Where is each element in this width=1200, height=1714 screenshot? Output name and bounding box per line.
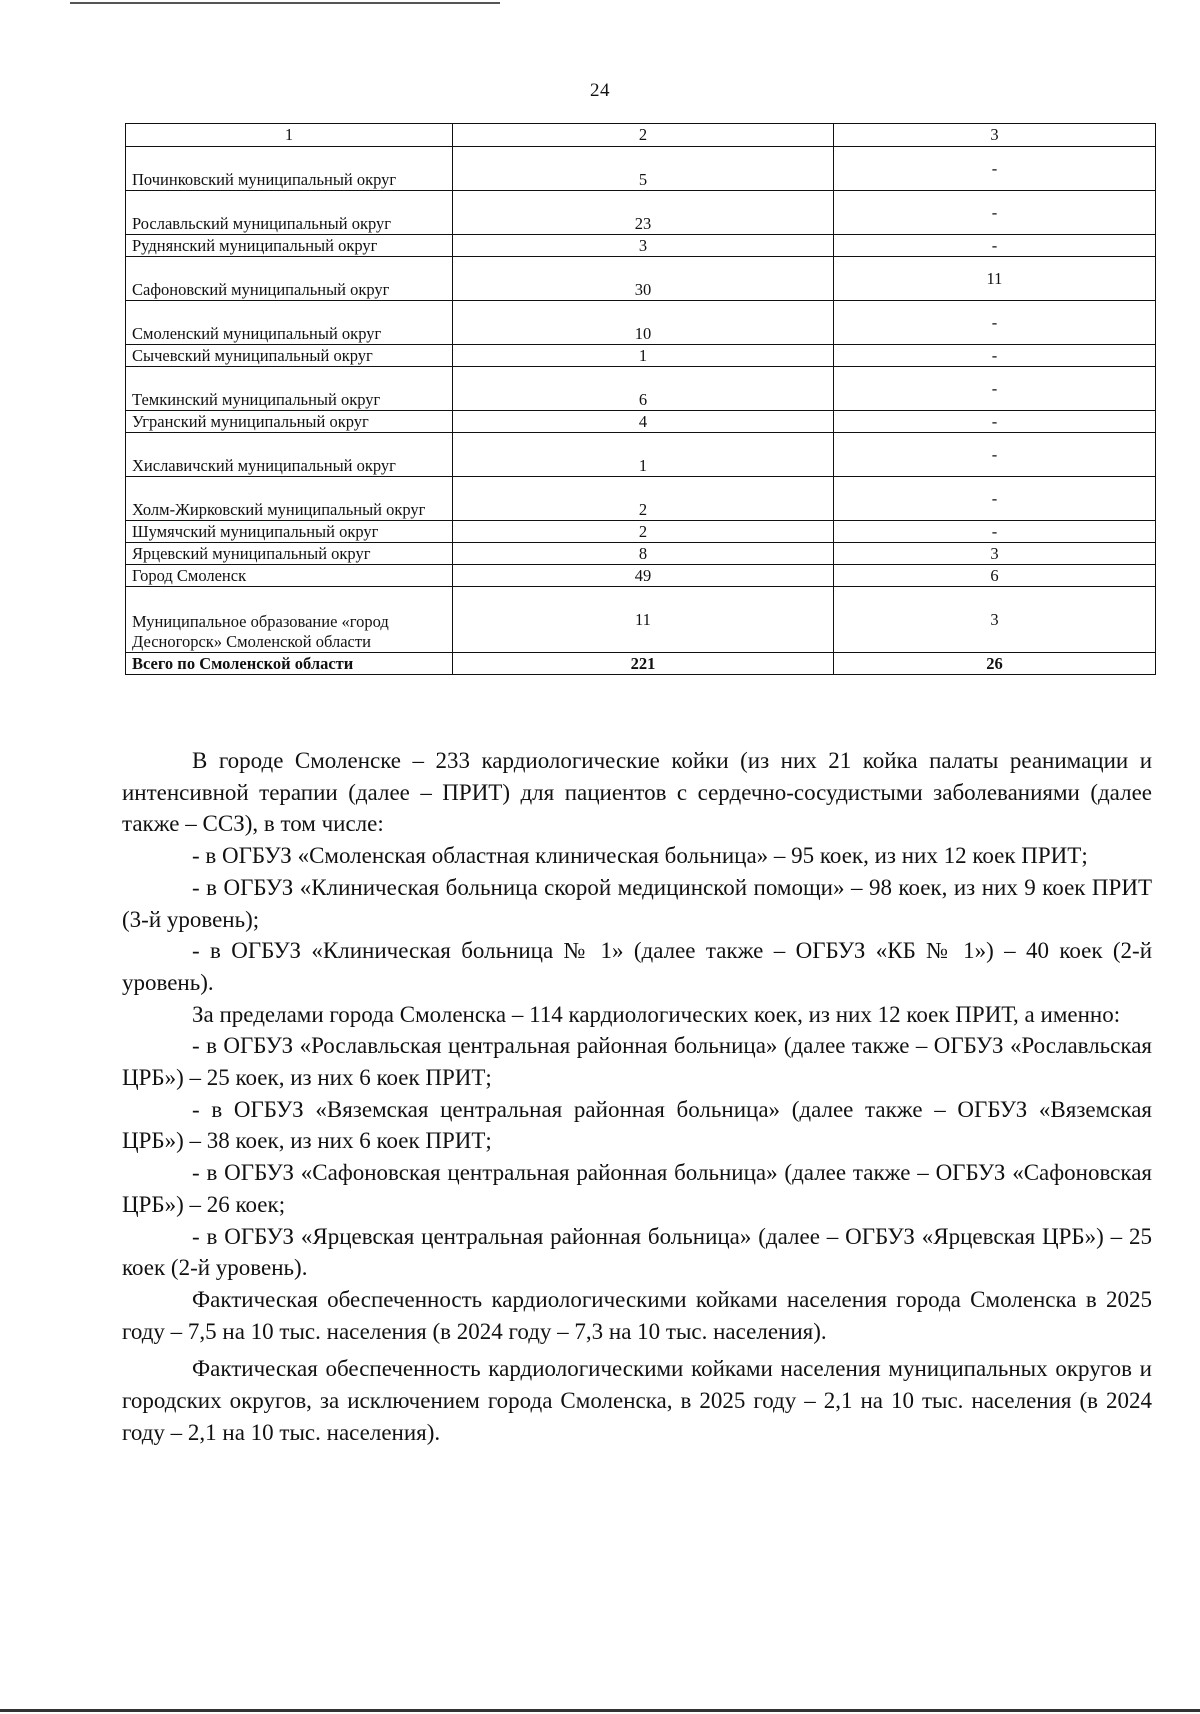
table-cell-beds: 23 [453, 191, 834, 235]
table-row [126, 433, 1156, 477]
table-row [126, 587, 1156, 653]
table-cell-prit: 11 [834, 257, 1156, 301]
paragraph: - в ОГБУЗ «Вяземская центральная районная больница» (далее также – ОГБУЗ «Вяземская ЦРБ») – 38 коек, из них 6 коек ПРИТ; [122, 1096, 1152, 1154]
paragraph: - в ОГБУЗ «Смоленская областная клиническая больница» – 95 коек, из них 12 коек ПРИТ; [192, 843, 1088, 869]
table-cell-district: Сычевский муниципальный округ [126, 345, 453, 367]
table-cell-prit: 3 [834, 543, 1156, 565]
table-cell-district: Холм-Жирковский муниципальный округ [126, 477, 453, 521]
beds-table [125, 123, 1156, 675]
table-cell-beds: 49 [453, 565, 834, 587]
table-row [126, 301, 1156, 345]
table-cell-prit: 6 [834, 565, 1156, 587]
table-cell-district: Смоленский муниципальный округ [126, 301, 453, 345]
table-cell-beds: 1 [453, 345, 834, 367]
table-cell-district: Руднянский муниципальный округ [126, 235, 453, 257]
table-row [126, 235, 1156, 257]
table-total-prit: 26 [834, 653, 1156, 675]
table-row [126, 147, 1156, 191]
table-header-cell: 1 [126, 124, 453, 147]
paragraph: - в ОГБУЗ «Клиническая больница № 1» (далее также – ОГБУЗ «КБ № 1») – 40 коек (2-й уровень). [122, 938, 1152, 995]
table-row [126, 477, 1156, 521]
table-cell-district: Шумячский муниципальный округ [126, 521, 453, 543]
table-row [126, 191, 1156, 235]
table-cell-beds: 11 [453, 587, 834, 653]
table-cell-prit: - [834, 147, 1156, 191]
paragraph: - в ОГБУЗ «Ярцевская центральная районная больница» (далее – ОГБУЗ «Ярцевская ЦРБ») – 25 коек (2-й уровень). [122, 1223, 1152, 1281]
paragraph: Фактическая обеспеченность кардиологическими койками населения муниципальных округов и городских округов, за исключением города Смоленска, в 2025 году – 2,1 на 10 тыс. населения (в 2024 году – 2,1 на 10 тыс. населения). [122, 1356, 1152, 1445]
table-row [126, 565, 1156, 587]
table-cell-beds: 6 [453, 367, 834, 411]
table-total-row [126, 653, 1156, 675]
table-row [126, 521, 1156, 543]
table-cell-beds: 4 [453, 411, 834, 433]
paragraph: - в ОГБУЗ «Рославльская центральная районная больница» (далее также – ОГБУЗ «Рославльская ЦРБ») – 25 коек, из них 6 коек ПРИТ; [122, 1033, 1152, 1091]
table-row [126, 345, 1156, 367]
table-header-cell: 3 [834, 124, 1156, 147]
paragraph: Фактическая обеспеченность кардиологическими койками населения города Смоленска в 2025 году – 7,5 на 10 тыс. населения (в 2024 году – 7,3 на 10 тыс. населения). [122, 1286, 1152, 1344]
table-cell-beds: 2 [453, 521, 834, 543]
bottom-scan-rule [0, 1709, 1200, 1712]
table-cell-beds: 8 [453, 543, 834, 565]
table-cell-district: Угранский муниципальный округ [126, 411, 453, 433]
table-cell-prit: - [834, 235, 1156, 257]
body-text [122, 745, 1152, 1448]
table-header-cell: 2 [453, 124, 834, 147]
table-cell-beds: 2 [453, 477, 834, 521]
table-row [126, 257, 1156, 301]
table-cell-district: Муниципальное образование «город Десногорск» Смоленской области [126, 587, 453, 653]
table-row [126, 543, 1156, 565]
paragraph: - в ОГБУЗ «Сафоновская центральная районная больница» (далее также – ОГБУЗ «Сафоновская ЦРБ») – 26 коек; [122, 1160, 1152, 1217]
table-cell-beds: 1 [453, 433, 834, 477]
table-row [126, 411, 1156, 433]
table-cell-district: Хиславичский муниципальный округ [126, 433, 453, 477]
table-cell-beds: 10 [453, 301, 834, 345]
table-cell-prit: - [834, 345, 1156, 367]
table-cell-prit: - [834, 301, 1156, 345]
table-cell-beds: 3 [453, 235, 834, 257]
table-cell-beds: 30 [453, 257, 834, 301]
paragraph: За пределами города Смоленска – 114 кардиологических коек, из них 12 коек ПРИТ, а именно: [192, 1001, 1121, 1027]
table-cell-prit: - [834, 433, 1156, 477]
table-cell-prit: - [834, 367, 1156, 411]
table-cell-beds: 5 [453, 147, 834, 191]
table-cell-district: Рославльский муниципальный округ [126, 191, 453, 235]
table-header-row [126, 124, 1156, 147]
page-number: 24 [590, 80, 610, 101]
table-cell-prit: - [834, 191, 1156, 235]
table-cell-district: Ярцевский муниципальный округ [126, 543, 453, 565]
beds-table-container [125, 123, 1155, 675]
table-total-beds: 221 [453, 653, 834, 675]
top-scan-rule [70, 2, 500, 4]
table-total-label: Всего по Смоленской области [126, 653, 453, 675]
table-cell-prit: - [834, 521, 1156, 543]
table-cell-prit: 3 [834, 587, 1156, 653]
table-cell-district: Темкинский муниципальный округ [126, 367, 453, 411]
table-cell-prit: - [834, 477, 1156, 521]
paragraph: - в ОГБУЗ «Клиническая больница скорой медицинской помощи» – 98 коек, из них 9 коек ПРИТ (3-й уровень); [122, 874, 1152, 932]
table-cell-district: Сафоновский муниципальный округ [126, 257, 453, 301]
table-row [126, 367, 1156, 411]
table-cell-prit: - [834, 411, 1156, 433]
table-cell-district: Починковский муниципальный округ [126, 147, 453, 191]
table-cell-district: Город Смоленск [126, 565, 453, 587]
paragraph: В городе Смоленске – 233 кардиологические койки (из них 21 койка палаты реанимации и интенсивной терапии (далее – ПРИТ) для пациентов с сердечно-сосудистыми заболеваниями (далее также – ССЗ), в том числе: [122, 748, 1152, 837]
